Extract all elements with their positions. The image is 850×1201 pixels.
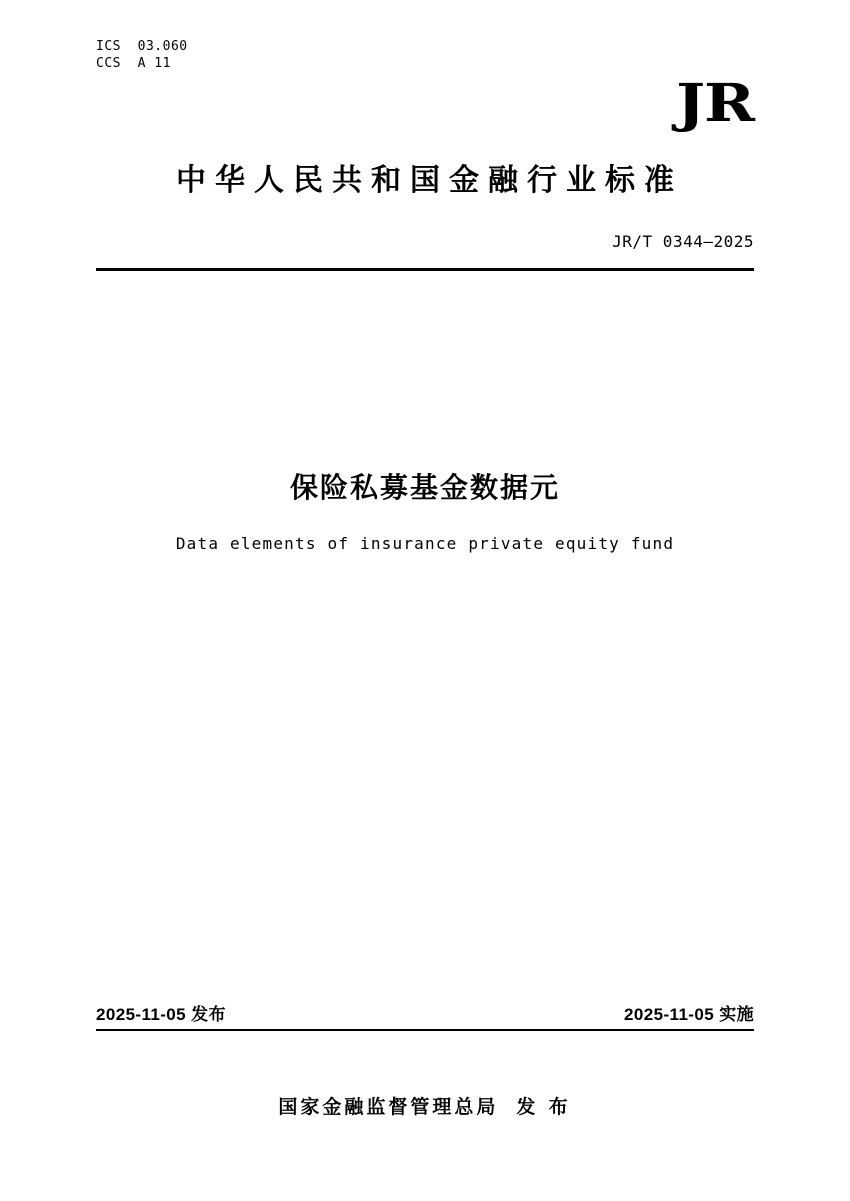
header-divider bbox=[96, 268, 754, 271]
publisher-name: 国家金融监督管理总局 bbox=[278, 1097, 499, 1118]
document-title-chinese: 保险私募基金数据元 bbox=[289, 472, 560, 503]
standard-title: 中华人民共和国金融行业标准 bbox=[176, 164, 683, 197]
document-title-english: Data elements of insurance private equity fund bbox=[175, 534, 675, 553]
classification-codes bbox=[96, 38, 188, 72]
ccs-code: CCS A 11 bbox=[96, 56, 171, 71]
issue-date: 2025-11-05 发布 bbox=[96, 1005, 226, 1024]
implementation-date: 2025-11-05 实施 bbox=[624, 1005, 754, 1024]
jr-logo: JR bbox=[676, 73, 754, 134]
publisher-line bbox=[96, 1092, 754, 1119]
publisher-verb: 发 布 bbox=[516, 1097, 572, 1118]
ics-code: ICS 03.060 bbox=[96, 39, 188, 54]
footer-divider bbox=[96, 1029, 754, 1031]
standard-number: JR/T 0344—2025 bbox=[612, 232, 754, 251]
dates-row bbox=[96, 1000, 754, 1025]
